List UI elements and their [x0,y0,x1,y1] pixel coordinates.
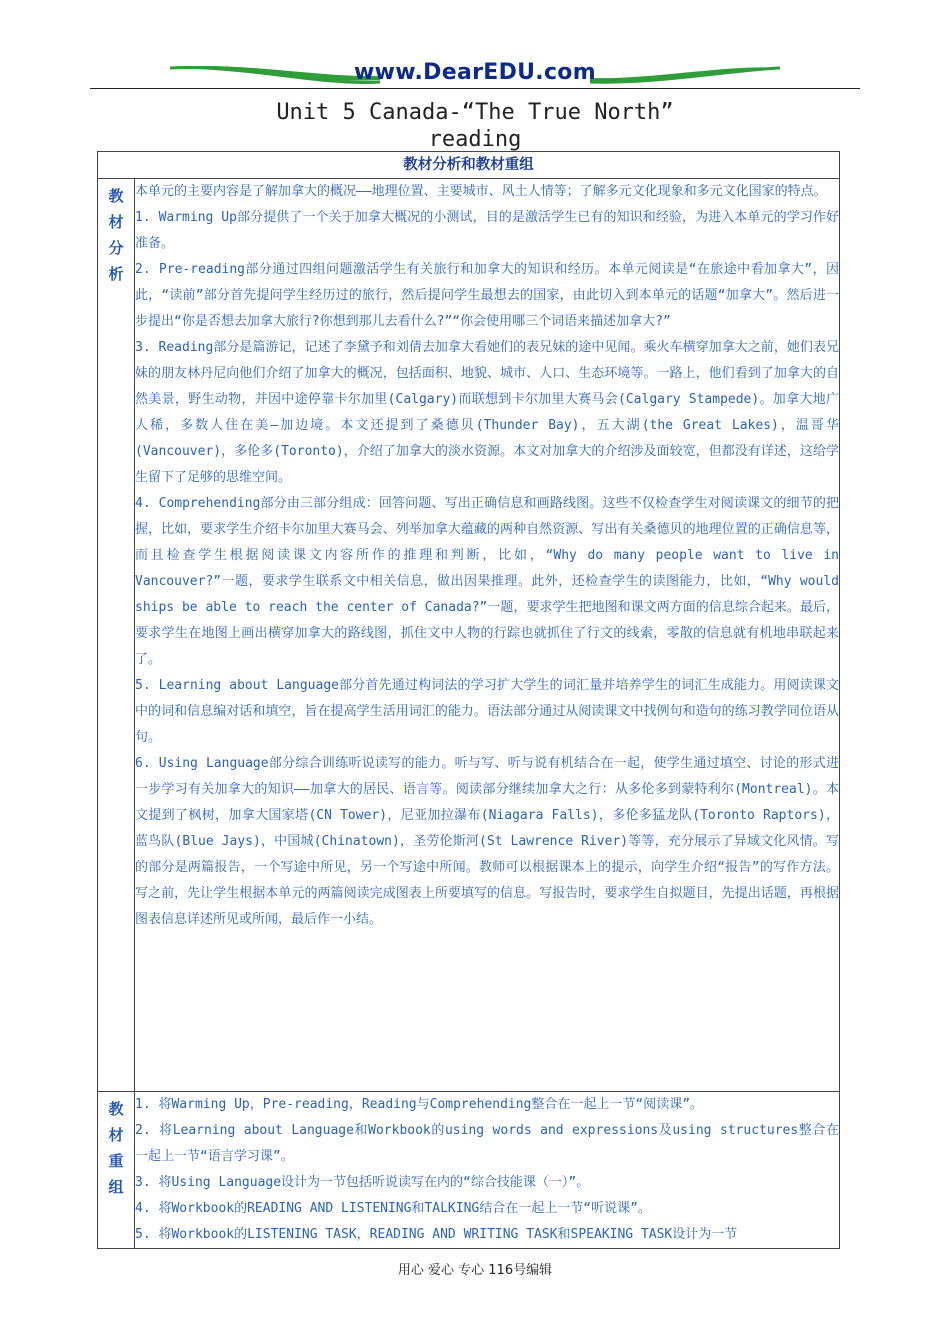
analysis-content [135,179,840,1092]
paragraph: 1. 将Warming Up，Pre-reading，Reading与Comprehending整合在一起上一节“阅读课”。 [135,1097,704,1112]
paragraph: 6. Using Language部分综合训练听说读写的能力。听与写、听与说有机结合在一起，使学生通过填空、讨论的形式进一步学习有关加拿大的知识——加拿大的居民、语言等。阅读部分继续加拿大之行：从多伦多到蒙特利尔(Montreal)。本文提到了枫树，加拿大国家塔(CN Tower)，尼亚加拉瀑布(Niagara Falls)，多伦多猛龙队(Toronto Raptors)，蓝鸟队(Blue Jays)，中国城(Chinatown)，圣劳伦斯河(St Lawrence River)等等，充分展示了异域文化风情。写的部分是两篇报告，一个写途中所见，另一个写途中所闻。教师可以根据课本上的提示，向学生介绍“报告”的写作方法。写之前，先让学生根据本单元的两篇阅读完成图表上所要填写的信息。写报告时，要求学生自拟题目，先提出话题，再根据图表信息详述所见或所闻，最后作一小结。 [135,756,839,927]
label-char: 析 [108,265,124,283]
label-char: 组 [108,1178,124,1196]
paragraph: 2. Pre-reading部分通过四组问题激活学生有关旅行和加拿大的知识和经历。本单元阅读是“在旅途中看加拿大”，因此，“读前”部分首先提问学生经历过的旅行，然后提问学生最想去的国家，由此切入到本单元的话题“加拿大”。然后进一步提出“你是否想去加拿大旅行?你想到那儿去看什么?”“你会使用哪三个词语来描述加拿大?” [135,262,839,329]
page-subtitle: reading [428,127,522,152]
analysis-table [97,151,840,1249]
paragraph: 5. Learning about Language部分首先通过构词法的学习扩大学生的词汇量并培养学生的词汇生成能力。用阅读课文中的词和信息编对话和填空，旨在提高学生活用词汇的能力。语法部分通过从阅读课文中找例句和造句的练习教学同位语从句。 [135,678,839,745]
section-label-restructure [98,1092,135,1249]
label-char: 分 [108,239,124,257]
paragraph: 3. 将Using Language设计为一节包括听说读写在内的“综合技能课（一）”。 [135,1175,590,1190]
site-banner [90,56,860,90]
header-rule [90,88,860,89]
paragraph: 本单元的主要内容是了解加拿大的概况——地理位置、主要城市、风土人情等；了解多元文化现象和多元文化国家的特点。 [135,184,827,199]
label-char: 材 [108,1126,124,1144]
label-char: 重 [108,1152,124,1170]
section-label-analysis [98,179,135,1092]
paragraph: 5. 将Workbook的LISTENING TASK，READING AND WRITING TASK和SPEAKING TASK设计为一节 [135,1227,738,1242]
restructure-content [135,1092,840,1249]
paragraph: 4. 将Workbook的READING AND LISTENING和TALKING结合在一起上一节“听说课”。 [135,1201,651,1216]
page-title: Unit 5 Canada-“The True North” [276,100,674,125]
label-char: 教 [108,1100,124,1118]
paragraph: 1. Warming Up部分提供了一个关于加拿大概况的小测试，目的是激活学生已有的知识和经验，为进入本单元的学习作好准备。 [135,210,839,251]
paragraph: 4. Comprehending部分由三部分组成：回答问题、写出正确信息和画路线图。这些不仅检查学生对阅读课文的细节的把握，比如，要求学生介绍卡尔加里大赛马会、列举加拿大蕴藏的两种自然资源、写出有关桑德贝的地理位置的正确信息等，而且检查学生根据阅读课文内容所作的推理和判断，比如，“Why do many people want to live in Vancouver?”一题，要求学生联系文中相关信息，做出因果推理。此外，还检查学生的读图能力，比如，“Why would ships be able to reach the center of Canada?”一题，要求学生把地图和课文两方面的信息综合起来。最后，要求学生在地图上画出横穿加拿大的路线图，抓住文中人物的行踪也就抓住了行文的线索，零散的信息就有机地串联起来了。 [135,496,839,667]
page-footer: 用心 爱心 专心 116号编辑 [397,1263,553,1278]
paragraph: 2. 将Learning about Language和Workbook的using words and expressions及using structures整合在一起上一节“语言学习课”。 [135,1123,839,1164]
table-header: 教材分析和教材重组 [98,152,840,179]
label-char: 材 [108,213,124,231]
label-char: 教 [108,187,124,205]
site-url[interactable]: www.DearEDU.com [354,60,596,85]
paragraph: 3. Reading部分是篇游记，记述了李黛予和刘倩去加拿大看她们的表兄妹的途中见闻。乘火车横穿加拿大之前，她们表兄妹的朋友林丹尼向他们介绍了加拿大的概况，包括面积、地貌、城市、人口、生态环境等。一路上，他们看到了加拿大的自然美景，野生动物，并因中途停靠卡尔加里(Calgary)而联想到卡尔加里大赛马会(Calgary Stampede)。加拿大地广人稀，多数人住在美—加边境。本文还提到了桑德贝(Thunder Bay)，五大湖(the Great Lakes)，温哥华(Vancouver)，多伦多(Toronto)，介绍了加拿大的淡水资源。本文对加拿大的介绍涉及面较宽，但都没有详述，这给学生留下了足够的思维空间。 [135,340,839,485]
